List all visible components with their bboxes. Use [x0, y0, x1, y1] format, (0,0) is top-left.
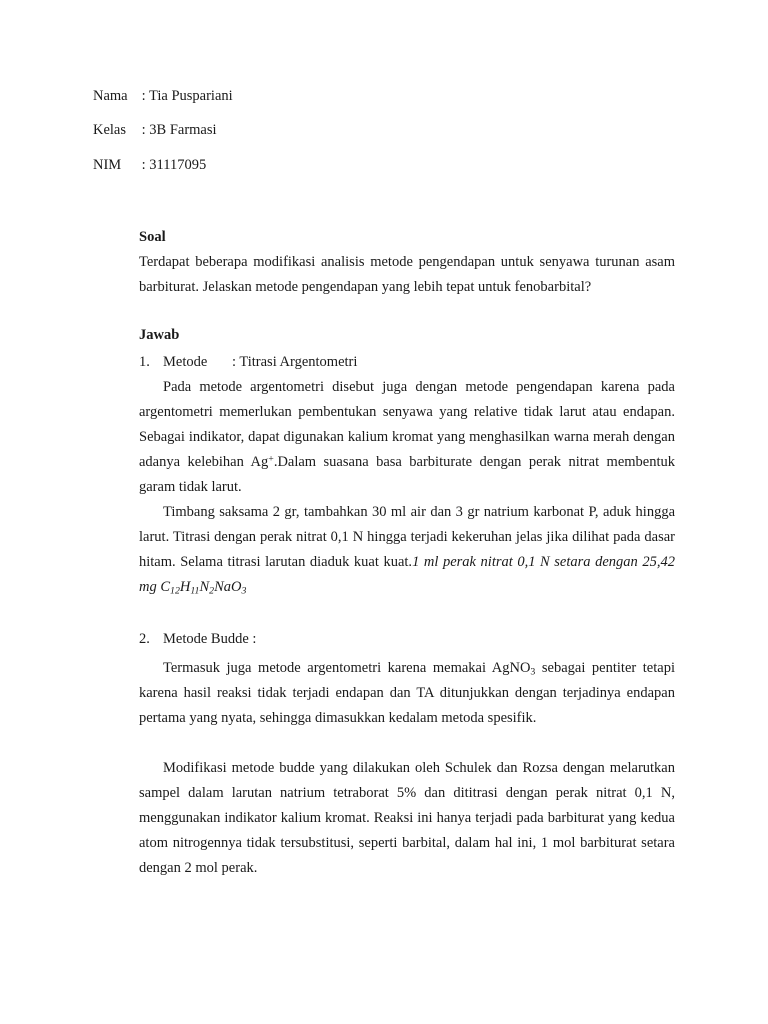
- formula-sub-n: 2: [209, 585, 215, 597]
- method-label: Metode: [163, 354, 208, 370]
- name-row: [93, 86, 233, 106]
- budde-method-title: Metode Budde :: [163, 631, 257, 647]
- formula-sub-o: 3: [241, 585, 247, 597]
- argentometry-text-tail: .Dalam suasana basa barbiturate dengan perak nitrat membentuk garam tidak larut.: [139, 454, 676, 495]
- student-id-row: [93, 155, 206, 175]
- class-label: Kelas: [93, 122, 127, 138]
- budde-paragraph-2: Modifikasi metode budde yang dilakukan oleh Schulek dan Rozsa dengan melarutkan sampel dalam larutan natrium tetraborat 5% dan dititrasi dengan perak nitrat 0,1 N, menggunakan indikator kalium kromat. Reaksi ini hanya terjadi pada barbiturat yang kedua atom nitrogennya tidak tersubstitusi, seperti barbital, dalam hal ini, 1 mol barbiturat setara dengan 2 mol perak.: [139, 760, 675, 876]
- procedure-paragraph: [139, 500, 675, 600]
- budde-text-b: sebagai pentiter tetapi karena hasil reaksi tidak terjadi endapan dan TA ditunjukkan dengan terjadinya endapan pertama yang nyata, sehingga dimasukkan kedalam metoda spesifik.: [139, 660, 675, 726]
- question-text: Terdapat beberapa modifikasi analisis metode pengendapan untuk senyawa turunan asam barbiturat. Jelaskan metode pengendapan yang lebih tepat untuk fenobarbital?: [139, 254, 675, 295]
- budde-paragraph-1: [139, 656, 675, 731]
- formula-sub-h: 11: [190, 585, 200, 597]
- formula-n: N: [199, 579, 210, 595]
- student-id-label: NIM: [93, 157, 122, 173]
- procedure-text: Timbang saksama 2 gr, tambahkan 30 ml air dan 3 gr natrium karbonat P, aduk hingga larut. Titrasi dengan perak nitrat 0,1 N hingga terjadi kekeruhan jelas jika dilihat pada dasar hitam. Selama titrasi larutan diaduk kuat kuat.: [139, 504, 675, 570]
- question-heading: Soal: [139, 229, 166, 245]
- formula-sub-c: 12: [170, 585, 180, 597]
- class-value: : 3B Farmasi: [141, 122, 217, 138]
- answer-item-2-title: [139, 627, 256, 652]
- name-value: : Tia Puspariani: [141, 88, 233, 104]
- class-row: [93, 120, 217, 140]
- argentometry-paragraph: [139, 375, 675, 500]
- agno3-subscript: 3: [530, 666, 536, 678]
- answer-item-1-number: 1.: [139, 354, 150, 370]
- argentometry-text: Pada metode argentometri disebut juga dengan metode pengendapan karena pada argentometri memerlukan pembentukan senyawa yang relative tidak larut atau endapan. Sebagai indikator, dapat digunakan kalium kromat yang menghasilkan warna merah dengan adanya kelebihan Ag: [139, 379, 675, 470]
- method-value: : Titrasi Argentometri: [232, 354, 358, 370]
- silver-charge: +: [268, 453, 274, 465]
- formula-h: H: [179, 579, 191, 595]
- question-section: [139, 225, 675, 300]
- answer-item-2-number: 2.: [139, 631, 150, 647]
- budde-paragraph-1-block: [139, 656, 675, 731]
- answer-heading: Jawab: [139, 327, 180, 343]
- equivalence-text: 1 ml perak nitrat 0,1 N setara dengan 25,42 mg C: [139, 554, 675, 595]
- answer-item-1-title: [139, 350, 675, 375]
- name-label: Nama: [93, 88, 128, 104]
- formula-tail: NaO: [214, 579, 242, 595]
- answer-section: [139, 323, 675, 348]
- budde-text-a: Termasuk juga metode argentometri karena memakai AgNO: [163, 660, 531, 676]
- answer-item-1: [139, 350, 675, 600]
- student-id-value: : 31117095: [141, 157, 207, 173]
- budde-paragraph-2-block: [139, 756, 675, 881]
